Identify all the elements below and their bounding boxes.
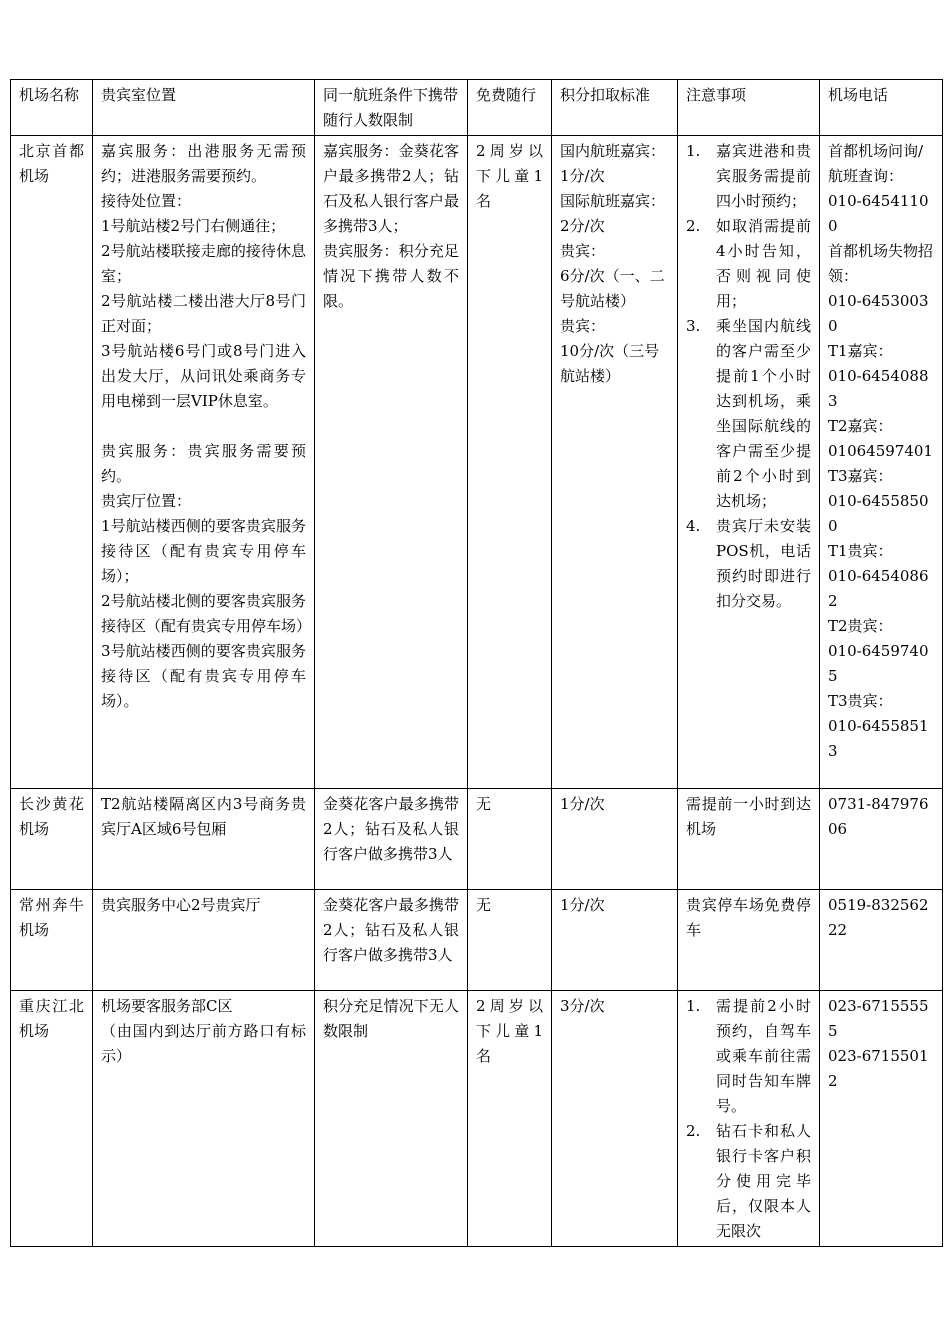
document-page [10, 79, 942, 1247]
phone-line: 首都机场失物招领： [828, 242, 934, 285]
notes-list [686, 994, 811, 1244]
header-points: 积分扣取标准 [552, 80, 678, 136]
location-line: 贵宾厅位置： [101, 492, 192, 510]
note-text: 乘坐国内航线的客户需至少提前1个小时达到机场，乘坐国际航线的客户需至少提前2个小时到达机场； [716, 317, 811, 510]
table-row [11, 136, 943, 789]
lounge-location [93, 789, 315, 890]
phone-line: T1贵宾： [828, 542, 893, 560]
lounge-location [93, 890, 315, 991]
free-companion: 无 [468, 789, 552, 890]
phone-line: 010-64558500 [828, 492, 929, 535]
note-text: 贵宾厅未安装POS机，电话预约时即进行扣分交易。 [716, 517, 811, 610]
free-companion: 2周岁以下儿童1名 [468, 136, 552, 789]
airport-name: 重庆江北机场 [11, 991, 93, 1247]
vip-lounge-table [10, 79, 943, 1247]
companion-limit [315, 789, 468, 890]
header-notes: 注意事项 [678, 80, 820, 136]
phone-line: 010-64541100 [828, 192, 929, 235]
notes [678, 136, 820, 789]
location-line: 3号航站楼西侧的要客贵宾服务接待区（配有贵宾专用停车场）。 [101, 642, 306, 710]
points-line: 6分/次（一、二号航站楼） [560, 267, 665, 310]
phone-line: 023-67155012 [828, 1047, 929, 1090]
lounge-location [93, 991, 315, 1247]
location-line: 2号航站楼二楼出港大厅8号门正对面； [101, 292, 306, 335]
free-companion: 无 [468, 890, 552, 991]
note-item: 3. 乘坐国内航线的客户需至少提前1个小时达到机场，乘坐国际航线的客户需至少提前2个小时到达机场； [686, 317, 811, 510]
points-standard [552, 991, 678, 1247]
note-text: 钻石卡和私人银行卡客户积分使用完毕后，仅限本人无限次 [716, 1122, 811, 1240]
points-line: 贵宾： [560, 242, 606, 260]
points-standard [552, 890, 678, 991]
table-header-row [11, 80, 943, 136]
header-location: 贵宾室位置 [93, 80, 315, 136]
phone-line: T2贵宾： [828, 617, 893, 635]
airport-name: 北京首都机场 [11, 136, 93, 789]
companion-limit-line: 金葵花客户最多携带2人；钻石及私人银行客户做多携带3人 [323, 896, 459, 964]
companion-limit-line: 嘉宾服务：金葵花客户最多携带2人；钻石及私人银行客户最多携带3人； [323, 142, 459, 235]
note-item: 2. 钻石卡和私人银行卡客户积分使用完毕后，仅限本人无限次 [686, 1122, 811, 1240]
location-line: T2航站楼隔离区内3号商务贵宾厅A区域6号包厢 [101, 795, 306, 838]
header-companion-limit: 同一航班条件下携带随行人数限制 [315, 80, 468, 136]
phone-line: 010-64558513 [828, 717, 929, 760]
note-text: 嘉宾进港和贵宾服务需提前四小时预约； [716, 142, 811, 210]
location-line: 机场要客服务部C区 [101, 997, 233, 1015]
airport-phone [820, 789, 943, 890]
companion-limit-line: 贵宾服务：积分充足情况下携带人数不限。 [323, 242, 459, 310]
companion-limit [315, 991, 468, 1247]
location-line: 贵宾服务中心2号贵宾厅 [101, 896, 261, 914]
location-line: 1号航站楼西侧的要客贵宾服务接待区（配有贵宾专用停车场）； [101, 517, 306, 585]
location-line: 3号航站楼6号门或8号门进入出发大厅，从问讯处乘商务专用电梯到一层VIP休息室。 [101, 342, 306, 410]
airport-phone [820, 136, 943, 789]
phone-line: T2嘉宾： [828, 417, 893, 435]
points-standard [552, 789, 678, 890]
header-phone: 机场电话 [820, 80, 943, 136]
note-item: 4. 贵宾厅未安装POS机，电话预约时即进行扣分交易。 [686, 517, 811, 610]
location-line: 1号航站楼2号门右侧通往； [101, 217, 286, 235]
companion-limit-line: 积分充足情况下无人数限制 [323, 997, 459, 1040]
points-line: 3分/次 [560, 997, 605, 1015]
phone-line: 0519-83256222 [828, 896, 929, 939]
notes: 贵宾停车场免费停车 [678, 890, 820, 991]
location-line: 接待处位置： [101, 192, 192, 210]
paragraph-gap [101, 414, 306, 439]
airport-phone [820, 890, 943, 991]
points-line: 1分/次 [560, 167, 605, 185]
table-row [11, 789, 943, 890]
points-standard [552, 136, 678, 789]
points-line: 国际航班嘉宾： [560, 192, 666, 210]
note-item: 1. 嘉宾进港和贵宾服务需提前四小时预约； [686, 142, 811, 210]
points-line: 贵宾： [560, 317, 606, 335]
header-free-companion: 免费随行 [468, 80, 552, 136]
phone-line: T3贵宾： [828, 692, 893, 710]
airport-phone [820, 991, 943, 1247]
note-item: 2. 如取消需提前4小时告知，否则视同使用； [686, 217, 811, 310]
points-line: 1分/次 [560, 896, 605, 914]
phone-line: 010-64540862 [828, 567, 929, 610]
notes: 需提前一小时到达机场 [678, 789, 820, 890]
points-line: 国内航班嘉宾： [560, 142, 666, 160]
note-text: 如取消需提前4小时告知，否则视同使用； [716, 217, 811, 310]
phone-line: 首都机场问询/航班查询： [828, 142, 924, 185]
header-airport: 机场名称 [11, 80, 93, 136]
note-text: 需提前2小时预约，自驾车或乘车前往需同时告知车牌号。 [716, 997, 811, 1115]
notes-list [686, 139, 811, 614]
location-line: 嘉宾服务：出港服务无需预约；进港服务需要预约。 [101, 142, 306, 185]
lounge-location [93, 136, 315, 789]
phone-line: T1嘉宾： [828, 342, 893, 360]
phone-line: 010-64530030 [828, 292, 929, 335]
location-line: （由国内到达厅前方路口有标示） [101, 1022, 306, 1065]
location-line: 2号航站楼联接走廊的接待休息室； [101, 242, 306, 285]
companion-limit [315, 136, 468, 789]
location-line: 贵宾服务：贵宾服务需要预约。 [101, 442, 306, 485]
phone-line: T3嘉宾： [828, 467, 893, 485]
phone-line: 01064597401 [828, 442, 933, 460]
phone-line: 010-64540883 [828, 367, 929, 410]
phone-line: 0731-84797606 [828, 795, 929, 838]
airport-name: 长沙黄花机场 [11, 789, 93, 890]
note-item: 1. 需提前2小时预约，自驾车或乘车前往需同时告知车牌号。 [686, 997, 811, 1115]
phone-line: 023-67155555 [828, 997, 929, 1040]
points-line: 10分/次（三号航站楼） [560, 342, 660, 385]
companion-limit-line: 金葵花客户最多携带2人；钻石及私人银行客户做多携带3人 [323, 795, 459, 863]
location-line: 2号航站楼北侧的要客贵宾服务接待区（配有贵宾专用停车场） [101, 592, 312, 635]
table-row [11, 991, 943, 1247]
airport-name: 常州奔牛机场 [11, 890, 93, 991]
points-line: 1分/次 [560, 795, 605, 813]
points-line: 2分/次 [560, 217, 605, 235]
phone-line: 010-64597405 [828, 642, 929, 685]
table-row [11, 890, 943, 991]
companion-limit [315, 890, 468, 991]
free-companion: 2周岁以下儿童1名 [468, 991, 552, 1247]
notes [678, 991, 820, 1247]
